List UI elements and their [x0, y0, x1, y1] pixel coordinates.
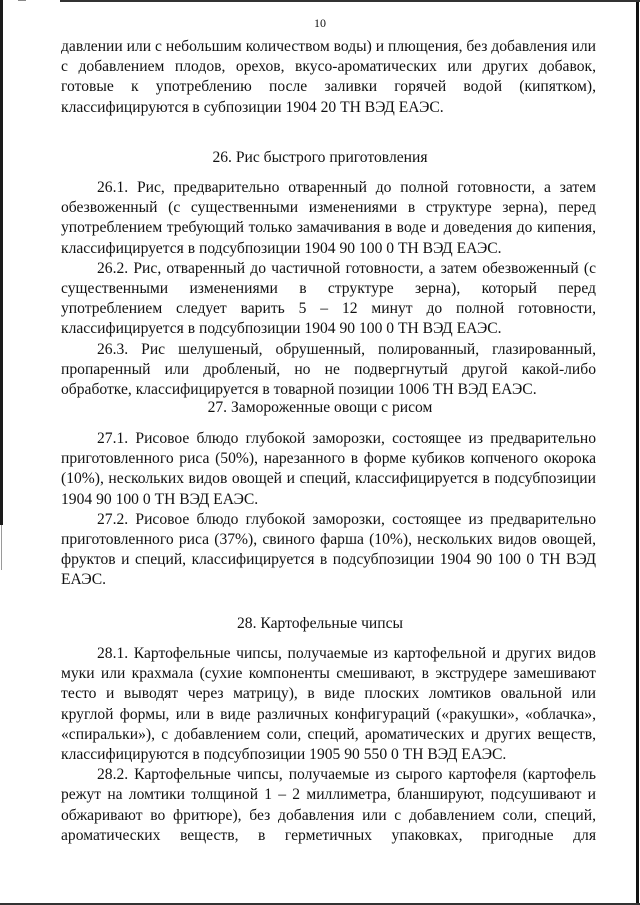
section-heading-28: 28. Картофельные чипсы — [237, 615, 403, 632]
paragraph-28-2: 28.2. Картофельные чипсы, получаемые из сырого картофеля (картофель режут на ломтики толщиной 1 – 2 миллиметра, бланшируют, подсушивают и обжаривают во фритюре), без добавления или с добавлением соли, специй, ароматических веществ, в герметичных упаковках, пригодные для — [61, 766, 596, 844]
scan-edge-left-faint — [1, 525, 2, 570]
paragraph-26-1: 26.1. Рис, предварительно отваренный до полной готовности, а затем обезвоженный (с существенными изменениями в структуре зерна), перед употреблением требующий только замачивания в воде и доведения до кипения, классифицируется в подсубпозиции 1904 90 100 0 ТН ВЭД ЕАЭС. — [61, 179, 596, 257]
page-number: 10 — [314, 16, 326, 30]
section-26-body — [61, 178, 596, 400]
paragraph-27-2: 27.2. Рисовое блюдо глубокой заморозки, состоящее из предварительно приготовленного риса (37%), свиного фарша (10%), нескольких видов овощей, фруктов и специй, классифицируется в подсубпозиции 1904 90 100 0 ТН ВЭД ЕАЭС. — [61, 510, 596, 589]
paragraph-26-2: 26.2. Рис, отваренный до частичной готовности, а затем обезвоженный (с существенными изменениями в структуре зерна), который перед употреблением следует варить 5 – 12 минут до полной готовности, классифицируется в подсубпозиции 1904 90 100 0 ТН ВЭД ЕАЭС. — [61, 259, 596, 338]
intro-paragraph-block — [61, 37, 596, 118]
paragraph-26-3: 26.3. Рис шелушеный, обрушенный, полированный, глазированный, пропаренный или дробленый, но не подвергнутый другой какой-либо обработке, классифицируется в товарной позиции 1006 ТН ВЭД ЕАЭС. — [61, 340, 596, 399]
section-heading-26: 26. Рис быстрого приготовления — [212, 149, 428, 166]
section-28-body — [61, 644, 596, 846]
scan-edge-top-mark — [18, 0, 26, 1]
scan-edge-right — [636, 0, 639, 905]
section-27-body — [61, 429, 596, 591]
section-heading-27: 27. Замороженные овощи с рисом — [207, 399, 433, 416]
scan-edge-left — [0, 0, 3, 525]
intro-paragraph: давлении или с небольшим количеством воды) и плющения, без добавления или с добавлением плодов, орехов, вкусо-ароматических или других добавок, готовые к употреблению после заливки горячей водой (кипятком), классифицируются в субпозиции 1904 20 ТН ВЭД ЕАЭС. — [61, 38, 596, 116]
scan-edge-top — [60, 0, 640, 2]
paragraph-27-1: 27.1. Рисовое блюдо глубокой заморозки, состоящее из предварительно приготовленного риса (50%), нарезанного в форме кубиков копченого окорока (10%), нескольких видов овощей и специй, классифицируется в подсубпозиции 1904 90 100 0 ТН ВЭД ЕАЭС. — [61, 430, 596, 508]
paragraph-28-1: 28.1. Картофельные чипсы, получаемые из картофельной и других видов муки или крахмала (сухие компоненты смешивают, в экструдере замешивают тесто и выводят через матрицу), в виде плоских ломтиков овальной или круглой формы, или в виде различных конфигураций («ракушки», «облачка», «спиральки»), с добавлением соли, специй, ароматических и других веществ, классифицируются в подсубпозиции 1905 90 550 0 ТН ВЭД ЕАЭС. — [61, 645, 596, 764]
